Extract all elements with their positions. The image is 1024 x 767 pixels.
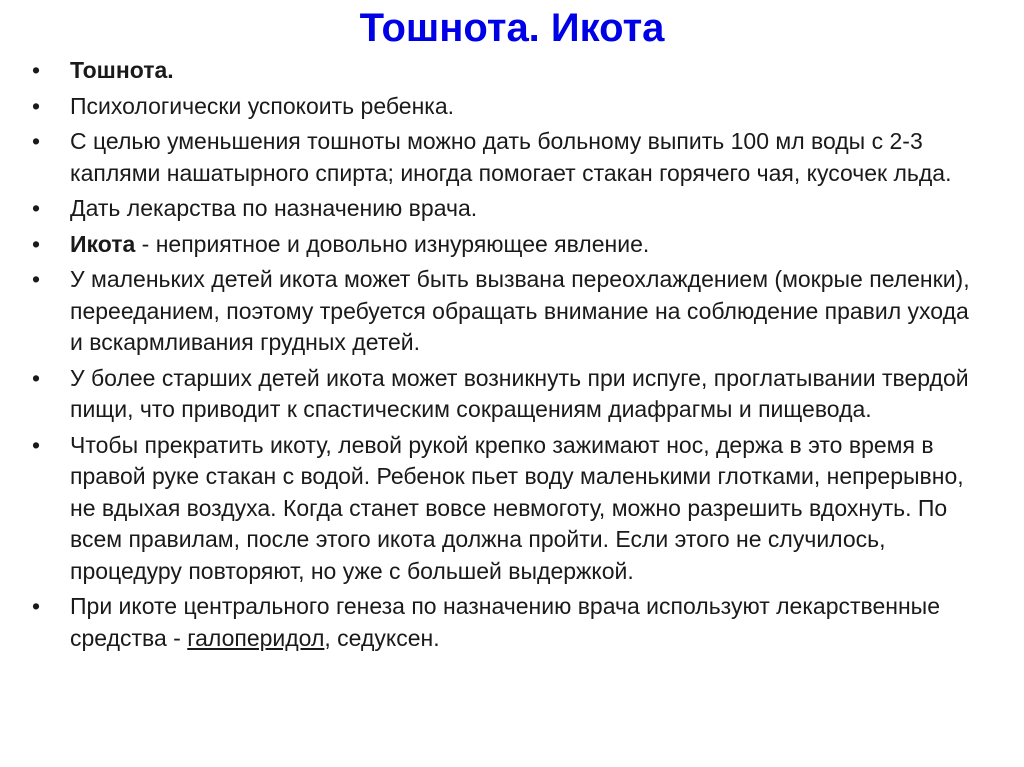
item-text: Чтобы прекратить икоту, левой рукой крепко зажимают нос, держа в это время в правой руке стакан с водой. Ребенок пьет воду маленькими глотками, непрерывно, не вдыхая воздуха. Когда станет вовсе невмоготу, можно разрешить вдохнуть. По всем правилам, после этого икота должна пройти. Если этого не случилось, процедуру повторяют, но уже с большей выдержкой.: [70, 431, 964, 584]
item-tail-text: , седуксен.: [324, 624, 440, 651]
list-item: [32, 193, 982, 225]
item-text: Психологически успокоить ребенка.: [70, 92, 455, 119]
item-text: У более старших детей икота может возникнуть при испуге, проглатывании твердой пищи, что приводит к спастическим сокращениям диафрагмы и пищевода.: [70, 364, 969, 422]
item-underlined-text: галоперидол: [187, 624, 325, 651]
bullet-icon: •: [32, 230, 41, 257]
bullet-icon: •: [32, 57, 41, 83]
item-text: При икоте центрального генеза по назначению врача используют лекарственные средства -: [70, 593, 941, 651]
bullet-icon: •: [32, 431, 41, 458]
slide-title: Тошнота. Икота: [359, 6, 665, 50]
bullet-icon: •: [32, 266, 41, 292]
item-text: У маленьких детей икота может быть вызвана переохлаждением (мокрые пеленки), перееданием, поэтому требуется обращать внимание на соблюдение правил ухода и вскармливания грудных детей.: [70, 266, 970, 355]
list-item: [32, 264, 982, 359]
bullet-icon: •: [32, 195, 41, 221]
bullet-icon: •: [32, 128, 41, 154]
list-item: [32, 430, 982, 588]
item-text: С целью уменьшения тошноты можно дать больному выпить 100 мл воды с 2-3 каплями нашатырного спирта; иногда помогает стакан горячего чая, кусочек льда.: [70, 128, 952, 186]
list-item: [32, 229, 982, 261]
item-text: Дать лекарства по назначению врача.: [70, 195, 478, 221]
item-text: Тошнота.: [70, 57, 174, 83]
item-lead-text: Икота: [70, 230, 136, 257]
bullet-list: [32, 55, 982, 658]
bullet-icon: •: [32, 364, 41, 391]
list-item: [32, 363, 982, 426]
item-text: - неприятное и довольно изнуряющее явление.: [135, 230, 650, 257]
list-item: [32, 591, 982, 654]
list-item: [32, 55, 982, 87]
list-item: [32, 91, 982, 123]
bullet-icon: •: [32, 92, 41, 119]
list-item: [32, 126, 982, 189]
bullet-icon: •: [32, 593, 41, 619]
